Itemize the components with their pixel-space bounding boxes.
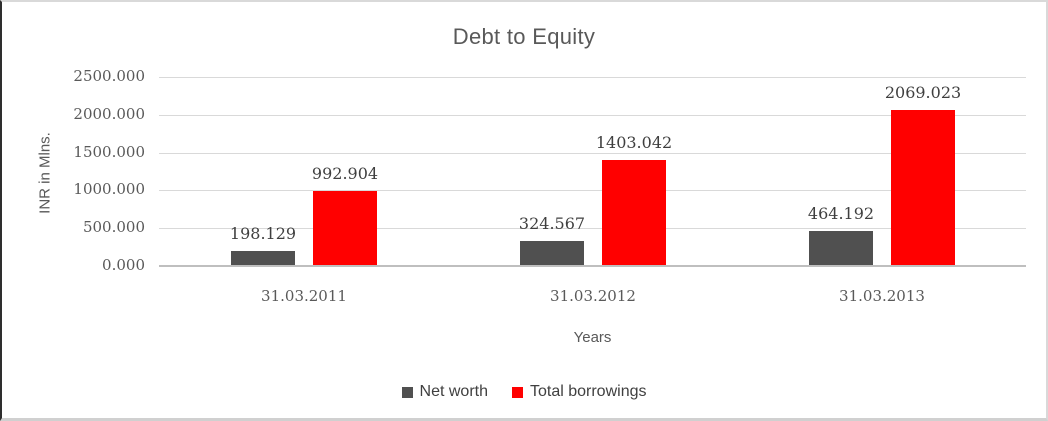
chart-title: Debt to Equity xyxy=(452,24,596,49)
x-category-label: 31.03.2013 xyxy=(839,287,925,305)
bar-total-borrowings xyxy=(602,160,666,265)
legend-swatch-total-borrowings xyxy=(512,387,523,398)
bar-value-label: 1403.042 xyxy=(595,133,673,152)
bar-value-label: 2069.023 xyxy=(884,83,962,102)
y-tick-label: 1500.000 xyxy=(73,143,145,161)
legend-label-net-worth: Net worth xyxy=(419,383,488,400)
bar-total-borrowings xyxy=(313,191,377,265)
y-tick-label: 2500.000 xyxy=(73,67,145,85)
bar-value-label: 464.192 xyxy=(807,204,875,223)
bar-net-worth xyxy=(809,231,873,265)
legend-swatch-net-worth xyxy=(402,387,413,398)
bar-net-worth xyxy=(520,241,584,265)
legend-label-total-borrowings: Total borrowings xyxy=(529,383,647,400)
legend-item-net-worth xyxy=(402,383,488,401)
x-axis-line xyxy=(159,265,1026,267)
y-tick-label: 2000.000 xyxy=(73,105,145,123)
bar-net-worth xyxy=(231,251,295,265)
y-axis-title: INR in Mlns. xyxy=(36,132,54,214)
y-tick-label: 1000.000 xyxy=(73,180,145,198)
bar-total-borrowings xyxy=(891,110,955,265)
y-tick-label: 500.000 xyxy=(82,218,145,236)
x-axis-title: Years xyxy=(573,329,612,346)
gridline xyxy=(159,77,1026,78)
bar-value-label: 992.904 xyxy=(311,164,379,183)
y-tick-label: 0.000 xyxy=(102,256,145,274)
bar-value-label: 324.567 xyxy=(518,214,586,233)
x-category-label: 31.03.2011 xyxy=(261,287,347,305)
bar-value-label: 198.129 xyxy=(229,224,297,243)
x-category-label: 31.03.2012 xyxy=(550,287,636,305)
legend-item-total-borrowings xyxy=(512,383,647,401)
legend xyxy=(2,383,1046,401)
